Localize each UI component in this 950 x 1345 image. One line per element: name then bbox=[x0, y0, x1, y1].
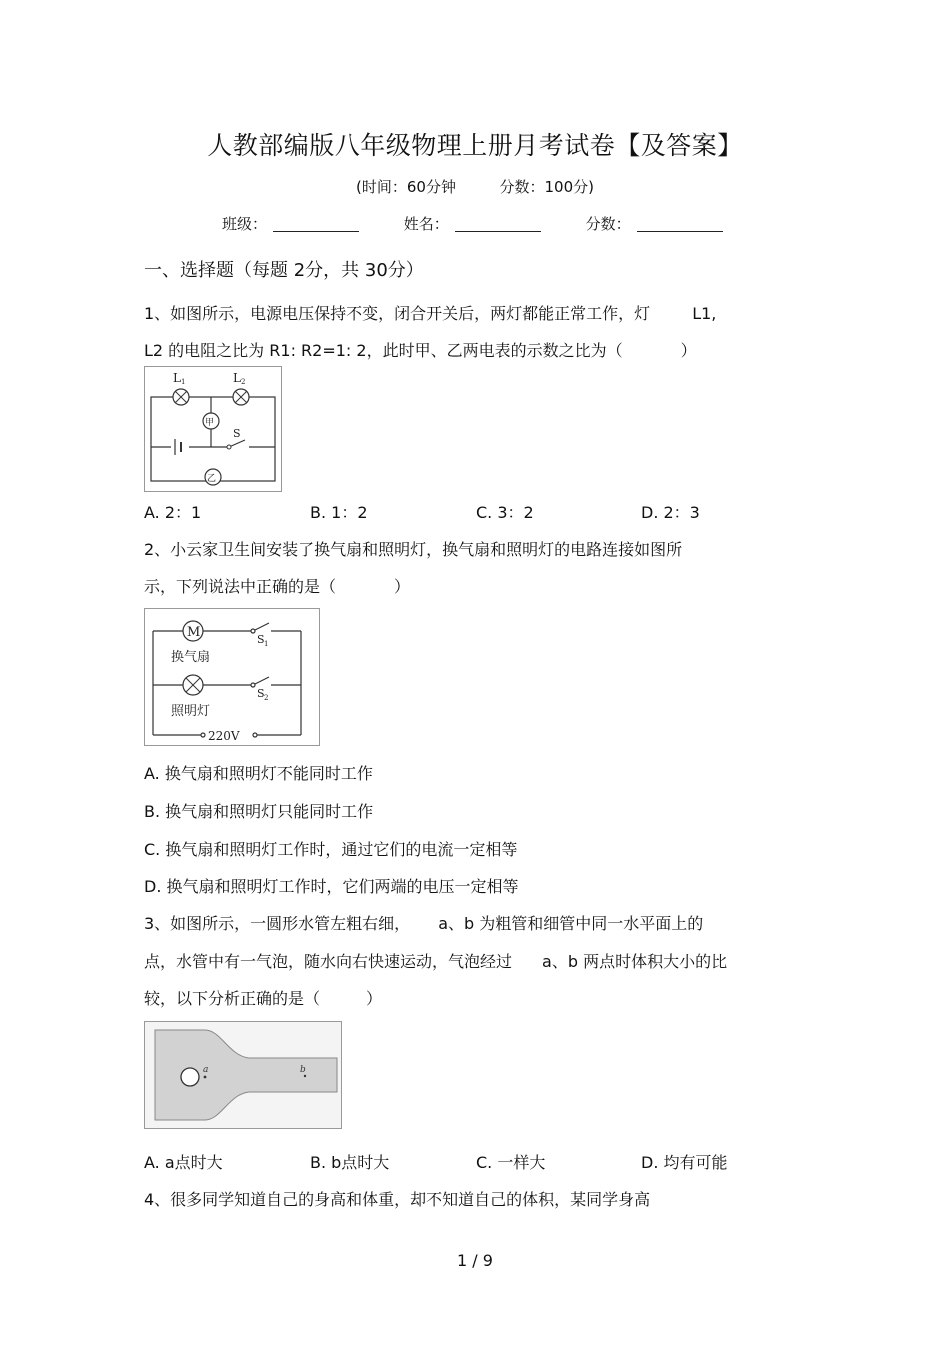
q1-option-d[interactable]: D. 2：3 bbox=[641, 503, 700, 522]
q2-option-a[interactable]: A. 换气扇和照明灯不能同时工作 bbox=[144, 764, 373, 783]
q3-option-c[interactable]: C. 一样大 bbox=[476, 1153, 546, 1172]
svg-text:2: 2 bbox=[241, 378, 246, 386]
q2-option-d[interactable]: D. 换气扇和照明灯工作时，它们两端的电压一定相等 bbox=[144, 877, 519, 896]
q1-line1: 1、如图所示，电源电压保持不变，闭合开关后，两灯都能正常工作，灯 L1, bbox=[144, 304, 717, 323]
q2-option-c[interactable]: C. 换气扇和照明灯工作时，通过它们的电流一定相等 bbox=[144, 840, 518, 859]
q3-option-d[interactable]: D. 均有可能 bbox=[641, 1153, 728, 1172]
exam-total-score: 分数：100分) bbox=[499, 178, 594, 196]
point-b-label: b bbox=[300, 1065, 306, 1075]
lamp-l2-label: L bbox=[233, 371, 241, 385]
q2-circuit-figure bbox=[144, 608, 320, 746]
switch-s-label: S bbox=[233, 427, 241, 440]
q3-option-b[interactable]: B. b点时大 bbox=[310, 1153, 390, 1172]
q1-option-c[interactable]: C. 3：2 bbox=[476, 503, 534, 522]
class-field[interactable]: 班级： bbox=[222, 213, 359, 234]
q1-line2: L2 的电阻之比为 R1: R2=1: 2，此时甲、乙两电表的示数之比为（ ） bbox=[144, 341, 697, 360]
q4-line1: 4、很多同学知道自己的身高和体重，却不知道自己的体积，某同学身高 bbox=[144, 1190, 651, 1209]
page-title: 人教部编版八年级物理上册月考试卷【及答案】 bbox=[207, 131, 743, 160]
q1-option-a[interactable]: A. 2：1 bbox=[144, 503, 202, 522]
lamp-l1-label: L bbox=[173, 371, 181, 385]
point-a-label: a bbox=[203, 1065, 209, 1075]
score-field[interactable]: 分数： bbox=[586, 213, 723, 234]
fan-label: 换气扇 bbox=[171, 650, 211, 665]
switch-s2-label: S bbox=[257, 687, 265, 700]
exam-time: (时间：60分钟 bbox=[356, 178, 456, 196]
name-field[interactable]: 姓名： bbox=[404, 213, 541, 234]
circuit-diagram-icon bbox=[145, 367, 281, 491]
svg-text:1: 1 bbox=[264, 640, 269, 648]
water-pipe-icon bbox=[145, 1022, 341, 1128]
meter-yi-label: 乙 bbox=[207, 474, 217, 484]
q3-line2: 点，水管中有一气泡，随水向右快速运动，气泡经过 a、b 两点时体积大小的比 bbox=[144, 952, 728, 971]
voltage-label: 220V bbox=[208, 729, 240, 743]
motor-label: M bbox=[187, 625, 201, 640]
fan-lamp-circuit-icon bbox=[145, 609, 319, 745]
switch-s1-label: S bbox=[257, 633, 265, 646]
q2-option-b[interactable]: B. 换气扇和照明灯只能同时工作 bbox=[144, 802, 374, 821]
svg-text:1: 1 bbox=[181, 378, 186, 386]
meter-jia-label: 甲 bbox=[205, 418, 215, 428]
q1-option-b[interactable]: B. 1：2 bbox=[310, 503, 368, 522]
student-fields bbox=[222, 213, 763, 234]
q3-line1: 3、如图所示，一圆形水管左粗右细， a、b 为粗管和细管中同一水平面上的 bbox=[144, 914, 704, 933]
lamp-label: 照明灯 bbox=[171, 704, 211, 719]
q2-line2: 示，下列说法中正确的是（ ） bbox=[144, 577, 411, 596]
svg-text:2: 2 bbox=[264, 694, 269, 702]
q3-line3: 较，以下分析正确的是（ ） bbox=[144, 989, 383, 1008]
q1-circuit-figure bbox=[144, 366, 282, 492]
q3-option-a[interactable]: A. a点时大 bbox=[144, 1153, 223, 1172]
exam-info bbox=[0, 176, 950, 197]
q3-pipe-figure bbox=[144, 1021, 342, 1129]
section-heading: 一、选择题（每题 2分，共 30分） bbox=[144, 260, 424, 281]
page-number: 1 / 9 bbox=[457, 1251, 493, 1270]
q2-line1: 2、小云家卫生间安装了换气扇和照明灯，换气扇和照明灯的电路连接如图所 bbox=[144, 540, 683, 559]
